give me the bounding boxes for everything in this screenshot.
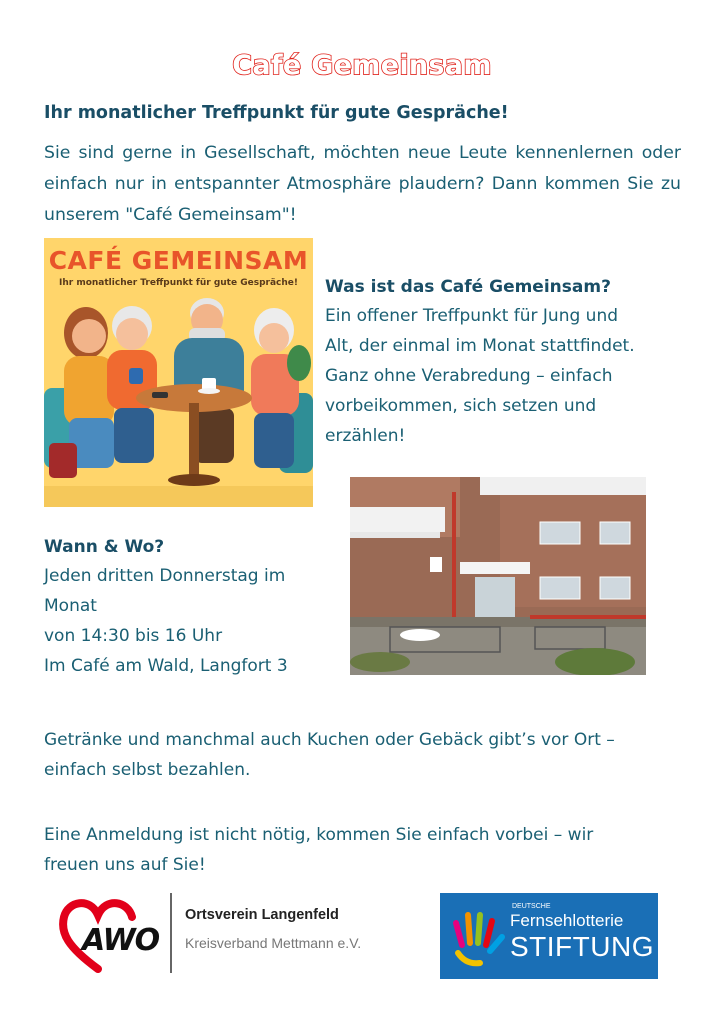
cafe-building-photo — [350, 477, 646, 675]
drinks-line: einfach selbst bezahlen. — [44, 760, 251, 780]
what-line: erzählen! — [325, 426, 406, 446]
fl-top-text: DEUTSCHE — [512, 903, 551, 910]
when-line: Monat — [44, 596, 97, 616]
page-title: Café Gemeinsam — [232, 50, 492, 81]
what-section — [325, 275, 685, 451]
fl-bottom-text: STIFTUNG — [510, 931, 654, 962]
hand-icon — [446, 903, 516, 973]
when-lines — [44, 561, 334, 681]
what-line: Alt, der einmal im Monat stattfindet. — [325, 336, 635, 356]
registration-paragraph — [44, 820, 694, 880]
illustration-subheading: Ihr monatlicher Treffpunkt für gute Gespräche! — [59, 278, 298, 288]
subtitle: Ihr monatlicher Treffpunkt für gute Gespräche! — [44, 103, 509, 123]
org-name: Ortsverein Langenfeld — [185, 907, 339, 923]
registration-line: Eine Anmeldung ist nicht nötig, kommen Sie einfach vorbei – wir — [44, 825, 594, 845]
drinks-line: Getränke und manchmal auch Kuchen oder Gebäck gibt’s vor Ort – — [44, 730, 615, 750]
what-lines — [325, 301, 685, 451]
awo-logo — [58, 895, 168, 979]
drinks-paragraph — [44, 725, 694, 785]
intro-paragraph: Sie sind gerne in Gesellschaft, möchten neue Leute kennenlernen oder einfach nur in entspannter Atmosphäre plaudern? Dann kommen Sie zu unserem "Café Gemeinsam"! — [44, 143, 681, 225]
fl-mid-text: Fernsehlotterie — [510, 911, 624, 930]
what-line: vorbeikommen, sich setzen und — [325, 396, 597, 416]
what-line: Ganz ohne Verabredung – einfach — [325, 366, 613, 386]
when-line: von 14:30 bis 16 Uhr — [44, 626, 223, 646]
people-at-table-illustration — [44, 238, 313, 507]
when-line: Jeden dritten Donnerstag im — [44, 566, 286, 586]
illustration-heading: CAFÉ GEMEINSAM — [48, 246, 309, 275]
org-subname: Kreisverband Mettmann e.V. — [185, 935, 362, 951]
footer-divider — [170, 893, 172, 973]
fernsehlotterie-logo — [440, 893, 658, 979]
registration-line: freuen uns auf Sie! — [44, 855, 206, 875]
when-line: Im Café am Wald, Langfort 3 — [44, 656, 288, 676]
cafe-illustration — [44, 238, 313, 507]
when-section — [44, 535, 334, 681]
building-photo-graphic — [350, 477, 646, 675]
awo-logo-text: AWO — [82, 923, 160, 958]
what-line: Ein offener Treffpunkt für Jung und — [325, 306, 619, 326]
what-heading: Was ist das Café Gemeinsam? — [325, 277, 611, 297]
when-heading: Wann & Wo? — [44, 537, 165, 557]
